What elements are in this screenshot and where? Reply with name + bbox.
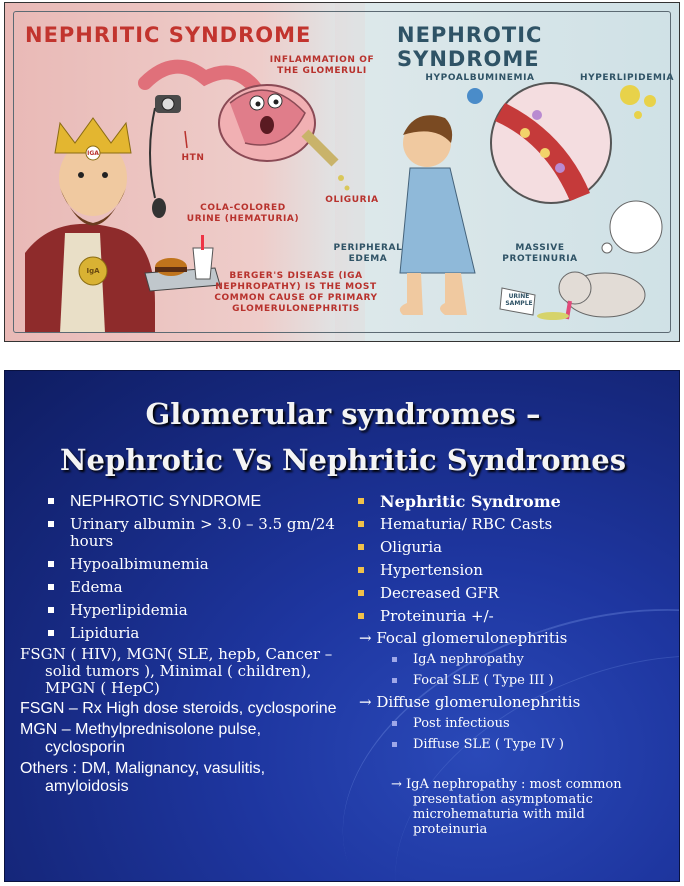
illustration-panel — [4, 2, 680, 342]
list-item: Focal SLE ( Type III ) — [355, 673, 675, 689]
list-item: Nephritic Syndrome — [355, 493, 675, 510]
nephrotic-header: NEPHROTIC SYNDROME — [397, 23, 543, 71]
bullet-icon — [358, 521, 364, 527]
bullet-icon — [358, 567, 364, 573]
bullet-icon — [48, 561, 54, 567]
bullet-icon — [358, 498, 364, 504]
list-item: Proteinuria +/- — [355, 608, 675, 625]
fsgn-treatment-paragraph: FSGN – Rx High dose steroids, cyclosporine — [20, 700, 337, 717]
hyperlipidemia-label: HYPERLIPIDEMIA — [579, 73, 675, 83]
nephritic-header: NEPHRITIC SYNDROME — [25, 23, 312, 47]
nephritic-column — [355, 493, 675, 837]
hypoalbuminemia-label: HYPOALBUMINEMIA — [425, 73, 535, 83]
list-item: Post infectious — [355, 716, 675, 732]
htn-label: HTN — [181, 153, 205, 163]
massive-proteinuria-label: MASSIVE PROTEINURIA — [502, 243, 578, 264]
bullet-icon — [48, 607, 54, 613]
focal-gn-heading: → Focal glomerulonephritis — [359, 629, 568, 647]
list-item: Oliguria — [355, 539, 675, 556]
list-item: Hyperlipidemia — [45, 602, 345, 619]
list-item: Hypertension — [355, 562, 675, 579]
oliguria-label: OLIGURIA — [325, 195, 379, 205]
slide-panel — [4, 370, 680, 882]
list-item: Urinary albumin > 3.0 – 3.5 gm/24 hours — [45, 516, 345, 550]
sub-bullet-icon — [392, 721, 397, 726]
list-item: Edema — [45, 579, 345, 596]
list-item: NEPHROTIC SYNDROME — [45, 493, 345, 511]
others-paragraph: Others : DM, Malignancy, vasulitis, amyloidosis — [20, 760, 266, 795]
bullet-icon — [358, 590, 364, 596]
list-item: Decreased GFR — [355, 585, 675, 602]
list-item: IgA nephropathy — [355, 652, 675, 668]
slide-title-line1: Glomerular syndromes – — [145, 397, 541, 431]
bullet-icon — [48, 630, 54, 636]
list-item: Hypoalbimunemia — [45, 556, 345, 573]
sub-bullet-icon — [392, 678, 397, 683]
sub-bullet-icon — [392, 657, 397, 662]
list-item: Lipiduria — [45, 625, 345, 642]
bullet-icon — [48, 498, 54, 504]
nephrotic-column — [20, 493, 345, 796]
cola-urine-label: COLA-COLORED URINE (HEMATURIA) — [186, 203, 300, 224]
bergers-label: BERGER'S DISEASE (IGA NEPHROPATHY) IS THE MOST COMMON CAUSE OF PRIMARY GLOMERULONEPHRITIS — [214, 271, 378, 314]
list-item: Hematuria/ RBC Casts — [355, 516, 675, 533]
causes-paragraph: FSGN ( HIV), MGN( SLE, hepb, Cancer – solid tumors ), Minimal ( children), MPGN ( HepC) — [20, 645, 333, 697]
inflammation-label: INFLAMMATION OF THE GLOMERULI — [269, 55, 375, 76]
urine-sample-label: URINE SAMPLE — [505, 293, 533, 307]
slide-title-line2: Nephrotic Vs Nephritic Syndromes — [59, 443, 627, 477]
bullet-icon — [358, 544, 364, 550]
bullet-icon — [48, 584, 54, 590]
list-item: Diffuse SLE ( Type IV ) — [355, 737, 675, 753]
diffuse-gn-heading: → Diffuse glomerulonephritis — [359, 693, 581, 711]
mgn-treatment-paragraph: MGN – Methylprednisolone pulse, cyclosporin — [20, 721, 262, 756]
crown-badge-label: IGA — [87, 150, 99, 157]
bullet-icon — [48, 521, 54, 527]
peripheral-edema-label: PERIPHERAL EDEMA — [333, 243, 403, 264]
sub-bullet-icon — [392, 742, 397, 747]
iga-nephropathy-note: → IgA nephropathy : most common presentation asymptomatic microhematuria with mild proteinuria — [391, 777, 622, 837]
medal-label: IgA — [86, 267, 100, 275]
bullet-icon — [358, 613, 364, 619]
